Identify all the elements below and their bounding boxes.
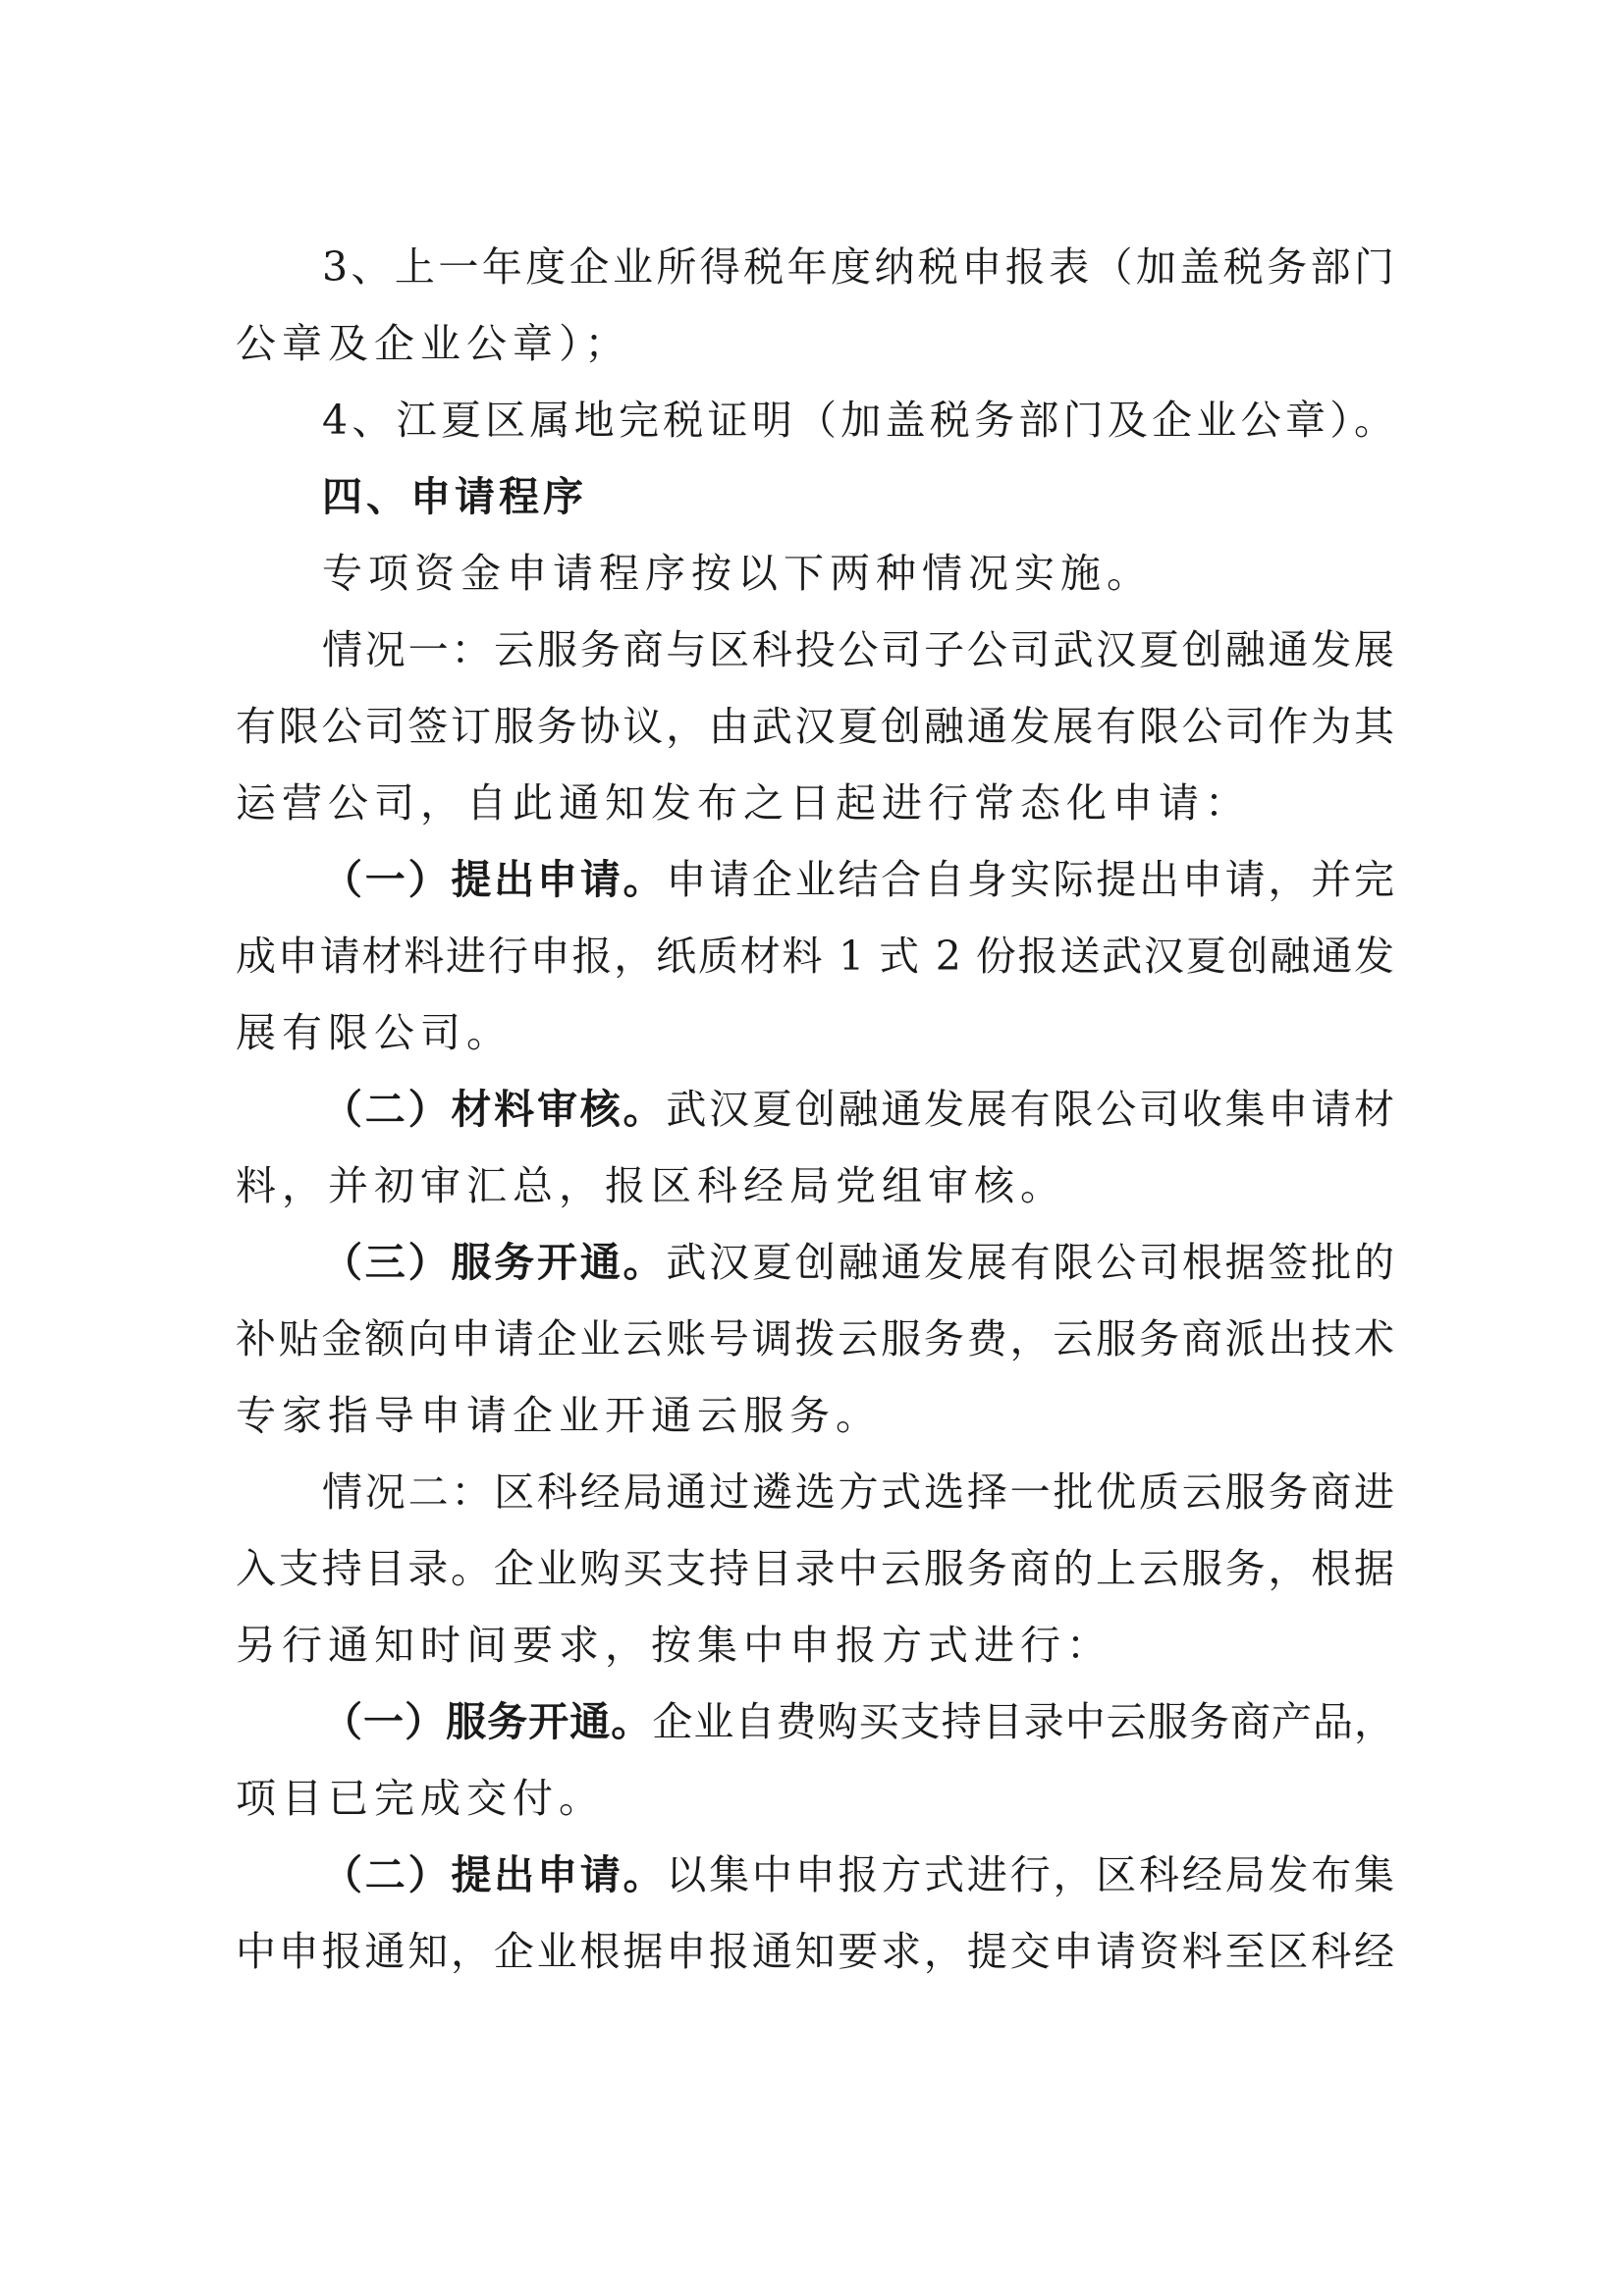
case2-line1: 情况二：区科经局通过遴选方式选择一批优质云服务商进	[322, 1468, 1394, 1516]
case2-step1-line1	[322, 1694, 1394, 1749]
case1-line3: 运营公司，自此通知发布之日起进行常态化申请：	[236, 779, 1251, 827]
case1-step1-title: （一）提出申请。	[322, 856, 667, 903]
case2-step1-line2: 项目已完成交付。	[236, 1775, 605, 1822]
section-heading: 四、申请程序	[322, 473, 587, 520]
case2-line3: 另行通知时间要求，按集中申报方式进行：	[236, 1622, 1112, 1669]
case2-step2-line2: 中申报通知，企业根据申报通知要求，提交申请资料至区科经	[236, 1928, 1394, 1975]
case1-step1-line3: 展有限公司。	[236, 1009, 513, 1056]
case1-step2-text: 武汉夏创融通发展有限公司收集申请材	[666, 1086, 1395, 1133]
item4: 4、江夏区属地完税证明（加盖税务部门及企业公章）。	[322, 397, 1394, 444]
case2-step2-line1	[322, 1847, 1394, 1902]
case1-step1-line1	[322, 852, 1394, 907]
item3-line2: 公章及企业公章）；	[236, 320, 631, 367]
case1-step3-title: （三）服务开通。	[322, 1239, 667, 1286]
case1-step1-text: 申请企业结合自身实际提出申请，并完	[666, 856, 1395, 903]
case2-step1-title: （一）服务开通。	[322, 1698, 653, 1745]
case2-line2: 入支持目录。企业购买支持目录中云服务商的上云服务，根据	[236, 1545, 1394, 1592]
case2-step2-text: 以集中申报方式进行，区科经局发布集	[666, 1851, 1395, 1898]
case1-step3-line2: 补贴金额向申请企业云账号调拨云服务费，云服务商派出技术	[236, 1315, 1394, 1362]
case1-line2: 有限公司签订服务协议，由武汉夏创融通发展有限公司作为其	[236, 703, 1394, 750]
case2-step2-title: （二）提出申请。	[322, 1851, 667, 1898]
case1-step3-line1	[322, 1235, 1394, 1290]
item3-line1: 3、上一年度企业所得税年度纳税申报表（加盖税务部门	[322, 243, 1394, 291]
case1-step2-line1	[322, 1082, 1394, 1137]
case1-line1: 情况一：云服务商与区科投公司子公司武汉夏创融通发展	[322, 626, 1394, 673]
intro-paragraph: 专项资金申请程序按以下两种情况实施。	[322, 550, 1153, 597]
case1-step2-title: （二）材料审核。	[322, 1086, 667, 1133]
case1-step1-line2: 成申请材料进行申报，纸质材料 1 式 2 份报送武汉夏创融通发	[236, 933, 1394, 980]
case2-step1-text: 企业自费购买支持目录中云服务商产品，	[652, 1698, 1395, 1745]
case1-step2-line2: 料，并初审汇总，报区科经局党组审核。	[236, 1162, 1066, 1209]
case1-step3-text: 武汉夏创融通发展有限公司根据签批的	[666, 1239, 1395, 1286]
case1-step3-line3: 专家指导申请企业开通云服务。	[236, 1392, 882, 1439]
